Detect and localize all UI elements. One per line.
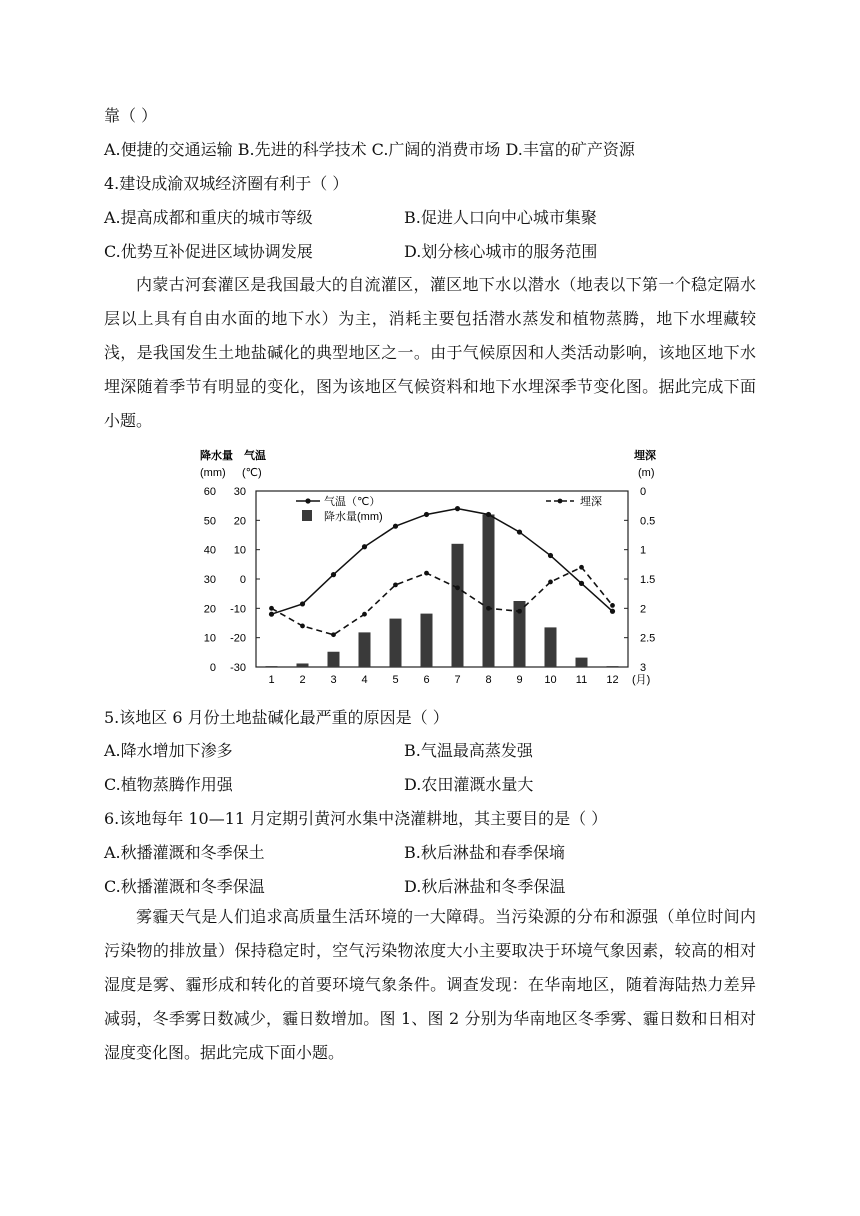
x-tick-label: 12 — [606, 674, 619, 686]
depth-point — [393, 582, 398, 587]
temp-point — [362, 544, 367, 549]
temp-tick-label: -30 — [230, 662, 246, 674]
depth-point — [424, 571, 429, 576]
passage-hetao-irrigation: 内蒙古河套灌区是我国最大的自流灌区，灌区地下水以潜水（地表以下第一个稳定隔水层以上具有自由水面的地下水）为主，消耗主要包括潜水蒸发和植物蒸腾，地下水埋藏较浅，是我国发生土地盐碱化的典型地区之一。由于气候原因和人类活动影响，该地区地下水埋深随着季节有明显的变化，图为该地区气候资料和地下水埋深季节变化图。据此完成下面小题。 — [104, 275, 756, 430]
precip-tick-label: 50 — [203, 515, 216, 528]
question-5-option-a: A.降水增加下渗多 — [104, 741, 233, 760]
depth-line — [272, 567, 613, 634]
depth-tick-label: 0.5 — [640, 515, 656, 528]
question-4-option-b: B.促进人口向中心城市集聚 — [404, 208, 597, 227]
depth-point — [300, 624, 305, 629]
x-tick-label: 9 — [516, 674, 523, 686]
depth-point — [331, 632, 336, 637]
x-tick-label: 6 — [423, 674, 430, 686]
precip-bar — [266, 666, 278, 667]
depth-tick-label: 2.5 — [640, 632, 656, 645]
question-5-option-d: D.农田灌溉水量大 — [404, 775, 534, 794]
question-6-option-b: B.秋后淋盐和春季保墒 — [404, 843, 565, 862]
x-tick-label: 2 — [299, 674, 306, 686]
x-tick-label: 10 — [544, 674, 557, 686]
precip-tick-label: 60 — [203, 486, 216, 498]
temp-tick-label: 20 — [233, 515, 246, 528]
legend-precip-swatch — [302, 510, 312, 521]
legend-temp-marker — [305, 498, 310, 503]
precip-tick-label: 10 — [203, 632, 216, 645]
precip-bar — [328, 652, 340, 667]
x-tick-label: 5 — [392, 674, 399, 686]
temp-point — [610, 609, 615, 614]
question-4-option-d: D.划分核心城市的服务范围 — [404, 242, 598, 261]
x-tick-label: 3 — [330, 674, 337, 686]
temp-tick-label: -20 — [230, 632, 246, 645]
question-5-option-b: B.气温最高蒸发强 — [404, 741, 533, 760]
temp-point — [548, 553, 553, 558]
temp-point — [579, 581, 584, 586]
temp-tick-label: 10 — [233, 544, 246, 557]
question-3-stem-continued: 靠（ ） — [104, 106, 158, 125]
temp-axis-unit: (℃) — [242, 467, 262, 479]
precip-tick-label: 30 — [203, 574, 216, 586]
depth-point — [548, 580, 553, 585]
x-tick-label: 11 — [575, 674, 588, 686]
question-4-stem: 4.建设成渝双城经济圈有利于（ ） — [104, 174, 349, 193]
temp-axis-title: 气温 — [244, 450, 266, 462]
precip-bar — [576, 658, 588, 667]
precip-bar — [452, 544, 464, 667]
x-tick-label: 8 — [485, 674, 492, 686]
depth-point — [610, 603, 615, 608]
x-tick-label: 4 — [361, 674, 368, 686]
depth-tick-label: 3 — [640, 662, 647, 674]
precip-bar — [545, 627, 557, 667]
temp-point — [455, 506, 460, 511]
precip-bar — [390, 619, 402, 667]
x-tick-label: 7 — [454, 674, 461, 686]
x-axis-unit: (月) — [632, 674, 651, 686]
depth-point — [362, 612, 367, 617]
precip-tick-label: 40 — [203, 544, 216, 557]
climate-groundwater-chart — [196, 446, 666, 692]
precip-bar — [483, 514, 495, 667]
temp-point — [517, 529, 522, 534]
temp-point — [331, 572, 336, 577]
question-5-stem: 5.该地区 6 月份土地盐碱化最严重的原因是（ ） — [104, 708, 449, 727]
precip-bar — [421, 614, 433, 667]
depth-axis-unit: (m) — [638, 467, 655, 479]
precip-axis-title: 降水量 — [200, 450, 233, 462]
x-tick-label: 1 — [268, 674, 275, 686]
depth-point — [269, 606, 274, 611]
temp-line — [272, 509, 613, 615]
legend-depth-label: 埋深 — [580, 496, 602, 508]
depth-point — [579, 565, 584, 570]
depth-tick-label: 1.5 — [640, 574, 656, 586]
precip-tick-label: 20 — [203, 603, 216, 616]
precip-bar — [607, 666, 619, 667]
depth-axis-title: 埋深 — [634, 450, 656, 462]
temp-point — [424, 512, 429, 517]
precip-tick-label: 0 — [209, 662, 216, 674]
depth-tick-label: 2 — [640, 603, 647, 616]
passage-haze-fog: 雾霾天气是人们追求高质量生活环境的一大障碍。当污染源的分布和源强（单位时间内污染物的排放量）保持稳定时，空气污染物浓度大小主要取决于环境气象因素，较高的相对湿度是雾、霾形成和转化的首要环境气象条件。调查发现：在华南地区，随着海陆热力差异减弱，冬季雾日数减少，霾日数增加。图 1、图 2 分别为华南地区冬季雾、霾日数和日相对湿度变化图。据此完成下面小题。 — [104, 907, 756, 1062]
legend-depth-marker — [558, 499, 563, 504]
question-6-option-a: A.秋播灌溉和冬季保土 — [104, 843, 265, 862]
temp-tick-label: 0 — [239, 574, 246, 586]
temp-tick-label: -10 — [230, 603, 246, 616]
temp-point — [486, 512, 491, 517]
legend-temp-label: 气温（℃） — [324, 496, 381, 508]
question-6-option-c: C.秋播灌溉和冬季保温 — [104, 877, 265, 896]
precip-bar — [359, 632, 371, 667]
depth-point — [486, 606, 491, 611]
legend-precip-label: 降水量(mm) — [324, 511, 383, 523]
depth-tick-label: 0 — [640, 486, 647, 498]
question-6-stem: 6.该地每年 10—11 月定期引黄河水集中浇灌耕地，其主要目的是（ ） — [104, 809, 608, 828]
temp-point — [300, 601, 305, 606]
depth-point — [455, 585, 460, 590]
question-6-option-d: D.秋后淋盐和冬季保温 — [404, 877, 566, 896]
temp-point — [269, 612, 274, 617]
depth-point — [517, 609, 522, 614]
question-4-option-a: A.提高成都和重庆的城市等级 — [104, 208, 313, 227]
precip-bar — [297, 663, 309, 667]
question-3-options: A.便捷的交通运输 B.先进的科学技术 C.广阔的消费市场 D.丰富的矿产资源 — [104, 140, 635, 159]
precip-axis-unit: (mm) — [200, 467, 226, 479]
temp-point — [393, 524, 398, 529]
question-4-option-c: C.优势互补促进区域协调发展 — [104, 242, 313, 261]
depth-tick-label: 1 — [640, 544, 647, 557]
temp-tick-label: 30 — [233, 486, 246, 498]
question-5-option-c: C.植物蒸腾作用强 — [104, 775, 233, 794]
